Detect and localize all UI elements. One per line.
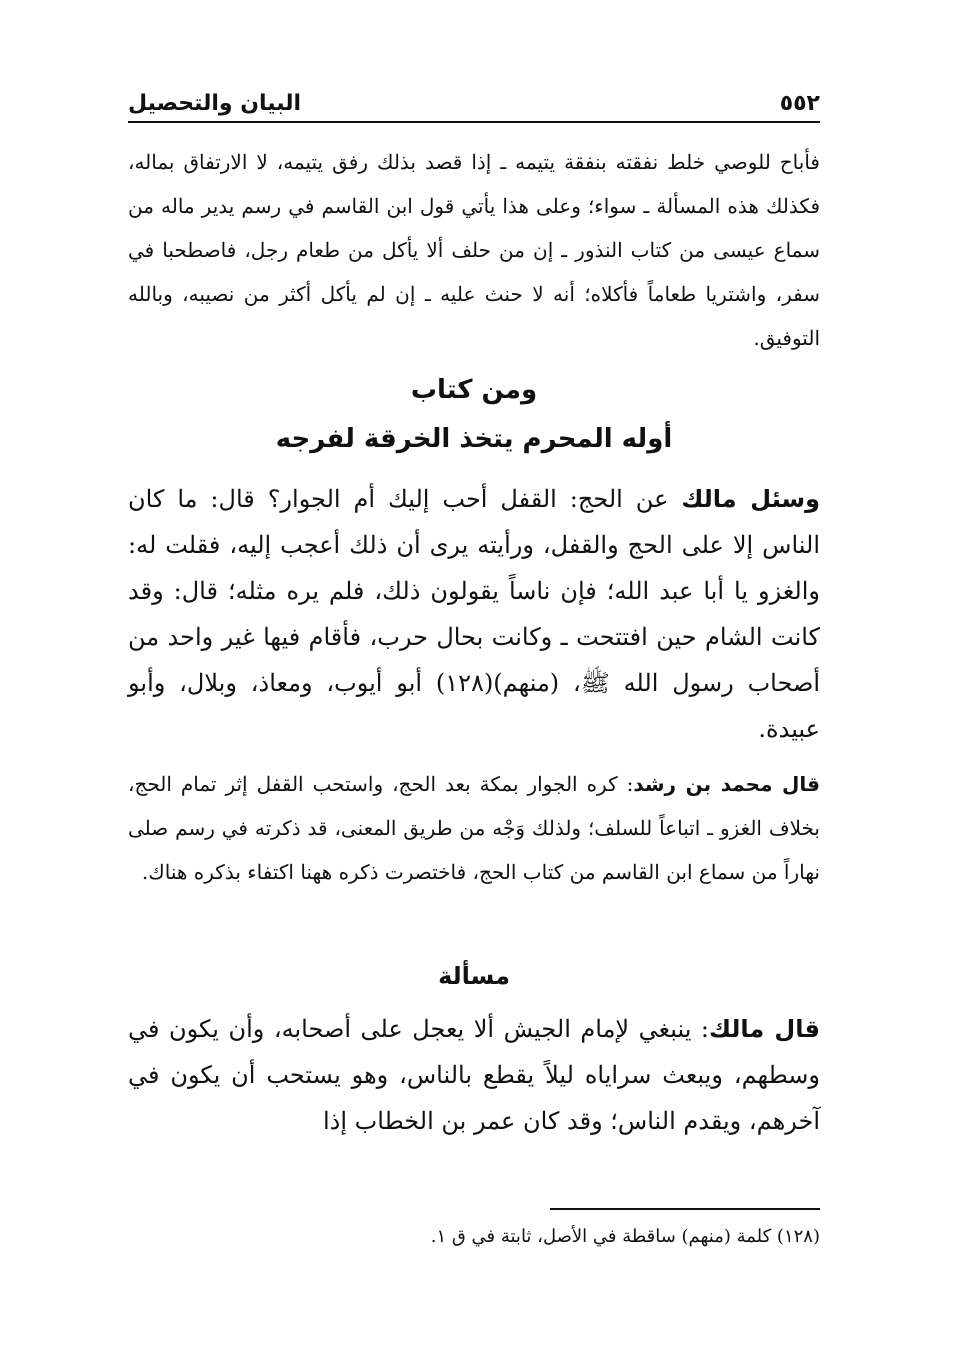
paragraph-1: فأباح للوصي خلط نفقته بنفقة يتيمه ـ إذا قصد بذلك رفق يتيمه، لا الارتفاق بماله، فكذلك هذه المسألة ـ سواء؛ وعلى هذا يأتي قول ابن القاسم في رسم يدير ماله من سماع عيسى من كتاب النذور ـ إن من حلف ألا يأكل من طعام رجل، فاصطحبا في سفر، واشتريا طعاماً فأكلاه؛ أنه لا حنث عليه ـ إن لم يأكل أكثر من نصيبه، وبالله التوفيق. (128, 150, 820, 350)
footnote: (١٢٨) كلمة (منهم) ساقطة في الأصل، ثابتة في ق ١. (430, 1226, 820, 1247)
footnote-divider (550, 1208, 820, 1210)
book-title: البيان والتحصيل (128, 91, 302, 116)
paragraph-2-lead: وسئل مالك (681, 485, 821, 513)
header-divider (128, 121, 820, 123)
paragraph-4-lead: قال مالك (708, 1015, 820, 1043)
paragraph-2 (128, 476, 820, 752)
paragraph-2-text: عن الحج: القفل أحب إليك أم الجوار؟ قال: ما كان الناس إلا على الحج والقفل، ورأيته يرى أن ذلك أعجب إليه، فقلت له: والغزو يا أبا عبد الله؛ فإن ناساً يقولون ذلك، فلم يره مثله؛ قال: وقد كانت الشام حين افتتحت ـ وكانت بحال حرب، فأقام فيها غير واحد من أصحاب رسول الله ﷺ، (منهم)(١٢٨) أبو أيوب، ومعاذ، وبلال، وأبو عبيدة. (128, 485, 821, 743)
section-heading-masala: مسألة (438, 962, 510, 990)
section-heading-line-1: ومن كتاب (410, 375, 538, 405)
paragraph-3-text: : كره الجوار بمكة بعد الحج، واستحب القفل إثر تمام الحج، بخلاف الغزو ـ اتباعاً للسلف؛ ولذلك وَجْه من طريق المعنى، قد ذكرته في رسم صلى نهاراً من سماع ابن القاسم من كتاب الحج، فاختصرت ذكره ههنا اكتفاء بذكره هناك. (128, 772, 820, 884)
paragraph-3 (128, 762, 820, 894)
page-number: ٥٥٢ (779, 91, 820, 116)
section-heading-line-2: أوله المحرم يتخذ الخرقة لفرجه (275, 424, 673, 454)
paragraph-4 (128, 1006, 820, 1144)
paragraph-3-lead: قال محمد بن رشد (633, 772, 820, 796)
paragraph-4-text: : ينبغي لإمام الجيش ألا يعجل على أصحابه، وأن يكون في وسطهم، ويبعث سراياه ليلاً يقطع بالناس، وهو يستحب أن يكون في آخرهم، ويقدم الناس؛ وقد كان عمر بن الخطاب إذا (128, 1015, 820, 1135)
running-header (128, 82, 820, 116)
